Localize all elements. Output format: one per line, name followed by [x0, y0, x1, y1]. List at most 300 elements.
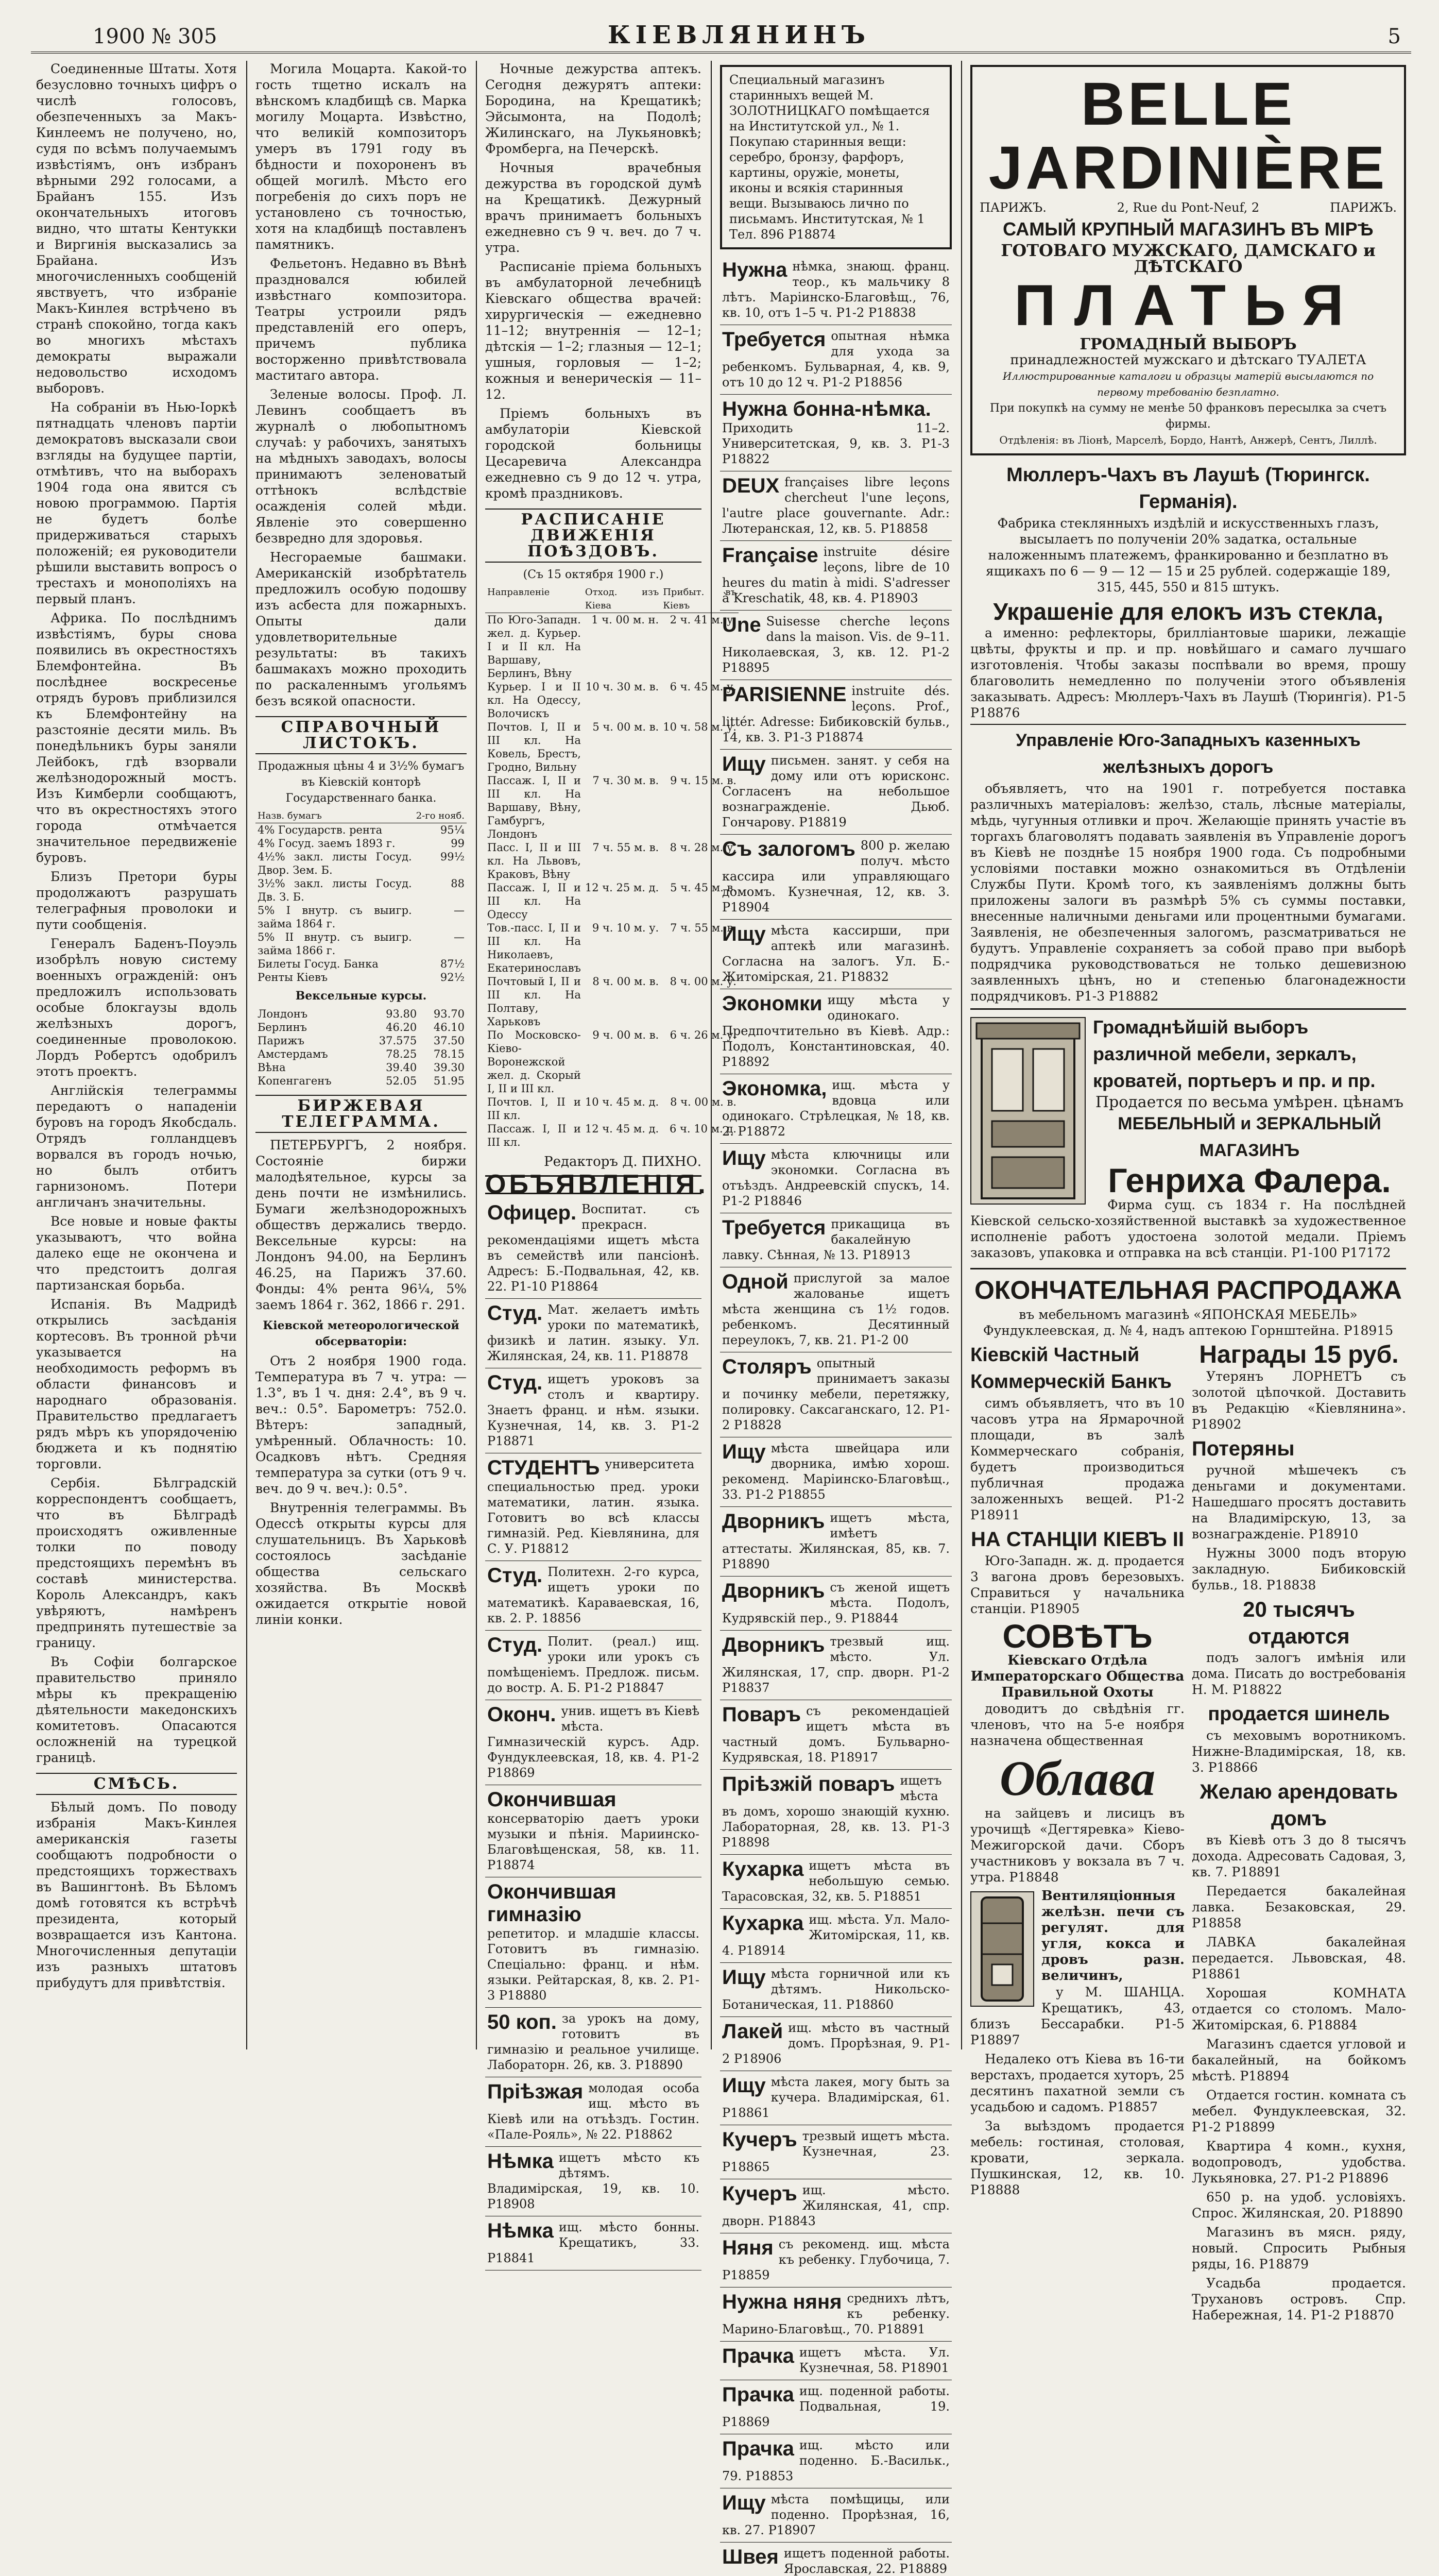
ad-text: françaises libre leçons chercheut l'une leçons, l'autre place gouvernante. Adr.: Лютеранская, 12, кв. 5. P18858 — [722, 475, 950, 536]
classified-ad — [720, 1700, 952, 1770]
classified-ad — [720, 2233, 952, 2287]
classified-ad — [720, 325, 952, 395]
ad-text: мѣста ключницы или экономки. Согласна въ отъѣздъ. Андреевскій спускъ, 14. Р1-2 P18846 — [722, 1147, 950, 1208]
rent-house-text: въ Кіевѣ отъ 3 до 8 тысячъ дохода. Адресовать Садовая, 3, кв. 7. P18891 — [1192, 1833, 1406, 1879]
table-cell: Билеты Госуд. Банка — [258, 958, 379, 970]
table-cell: 95¼ — [440, 824, 465, 836]
table-cell: 92½ — [440, 971, 465, 984]
classified-ad — [720, 1963, 952, 2017]
city-paragraph: Расписаніе пріема больныхъ въ амбулаторной лечебницѣ Кіевскаго общества врачей: хирургическія — ежедневно 11–12; внутреннія — 12–1; дѣтскія — 1–2; глазныя — 12–1; ушныя, горловыя — 1–2; кожныя и венерическія — 11–12. — [485, 259, 701, 402]
schedule-row — [485, 921, 739, 975]
ad-keyword: Пріѣзжая — [487, 2080, 584, 2103]
cabinet-illustration-icon — [970, 1017, 1086, 1205]
table-cell: 46.10 — [433, 1021, 465, 1033]
schedule-row — [485, 1095, 739, 1122]
table-cell: Вѣна — [258, 1061, 286, 1074]
ad-keyword: СТУДЕНТЪ — [487, 1456, 600, 1479]
ad-text: Воспитат. съ прекрасн. рекомендаціями ищетъ мѣста въ семействѣ или пансіонѣ. Адресъ: Б.-Подвальная, 42, кв. 22. Р1-10 P18864 — [487, 1202, 699, 1294]
estate-text: Усадьба продается. Трухановъ островъ. Спр. Набережная, 14. Р1-2 P18870 — [1192, 2276, 1406, 2323]
column-display-ads — [965, 61, 1411, 2323]
column-rule — [711, 61, 712, 2049]
rates-header-name: Назв. бумагъ — [255, 809, 414, 823]
ad-text: университета специальностью пред. уроки математики, латин. языка. Готовитъ во всѣ классы гимназій. Ред. Кіевлянина, для С. У. P18812 — [487, 1457, 699, 1556]
bank-text: симъ объявляетъ, что въ 10 часовъ утра на Ярмарочной площади, въ залѣ Коммерческаго собранія, будетъ производиться публичная продажа заложенныхъ вещей. Р1-2 P18911 — [970, 1396, 1185, 1522]
ad-keyword: Дворникъ — [722, 1580, 825, 1602]
bj-line7: Отдѣленія: въ Ліонѣ, Марселѣ, Бордо, Нантѣ, Анжерѣ, Сентъ, Лиллѣ. — [999, 434, 1377, 446]
ad-keyword: Экономки — [722, 992, 823, 1015]
table-cell: 4% Государств. рента — [258, 824, 383, 836]
rates-header-date: 2-го нояб. — [414, 809, 467, 823]
classified-ad — [485, 2147, 701, 2216]
bj-address-row — [980, 200, 1397, 216]
city-paragraph: Ночныя врачебныя дежурства въ городской думѣ на Крещатикѣ. Дежурный врачъ принимаетъ больныхъ ежедневно съ 9 ч. веч. до 7 ч. утра. — [485, 160, 701, 255]
ad-keyword: Поваръ — [722, 1703, 801, 1726]
table-cell: Тов.-пасс. I, II и III кл. На Николаевъ, Екатеринославъ — [487, 922, 581, 974]
classified-ad — [720, 750, 952, 835]
bj-city-right: ПАРИЖЪ. — [1330, 200, 1397, 215]
table-cell: 9 ч. 10 м. у. — [592, 922, 659, 934]
table-cell: 4% Госуд. заемъ 1893 г. — [258, 837, 396, 850]
ad-text: ищ. мѣсто. Жилянская, 41, спр. дворн. P18843 — [722, 2183, 950, 2228]
railway-text: объявляетъ, что на 1901 г. потребуется поставка различныхъ матеріаловъ: желѣзо, сталь, лѣсные матеріалы, мѣдь, чугунныя отливки и проч. Желающіе принять участіе въ торгахъ благоволятъ подавать заявленія въ Управленіе дорогъ въ Кіевѣ не позднѣе 15 ноября 1900 года. Съ подробными условіями поставки можно ознакомиться въ Отдѣленіи Службы Пути. Кромѣ того, къ заявленіямъ должны быть приложены залоги въ размѣрѣ 5% съ суммы поставки, внесенные наличными деньгами или процентными бумагами. Заявленія, не обезпеченныя залогомъ, разсматриваться не будутъ. Управленіе сохраняетъ за собой право при выборѣ подрядчика руководствоваться не только дешевизною заявленныхъ цѣнъ, но и степенью благонадежности подрядчиковъ. Р1-3 P18882 — [970, 781, 1406, 1004]
bj-title: BELLE JARDINIÈRE — [988, 70, 1388, 202]
news-paragraph: Близъ Претори буры продолжаютъ разрушать телеграфныя проволоки и пути сообщенія. — [36, 869, 237, 932]
bj-line4: принадлежностей мужскаго и дѣтскаго ТУАЛЕТА — [1010, 352, 1366, 368]
table-cell: 5 ч. 45 м. в. — [670, 882, 736, 894]
column-news-foreign — [31, 61, 242, 2049]
classified-ad — [720, 1144, 952, 1213]
faler-big: Генриха Фалера. — [1108, 1161, 1391, 1199]
rates-row — [255, 957, 467, 971]
sale-text: въ мебельномъ магазинѣ «ЯПОНСКАЯ МЕБЕЛЬ» Фундуклеевская, д. № 4, надъ аптекою Горнштейна. P18915 — [983, 1307, 1394, 1338]
classified-ad — [720, 2342, 952, 2380]
faler-line2: Продается по весьма умѣрен. цѣнамъ — [1095, 1093, 1404, 1111]
ad-text: ищетъ мѣста. Ул. Кузнечная, 58. Р18901 — [799, 2345, 950, 2375]
rent-house-title: Желаю арендовать домъ — [1200, 1781, 1398, 1830]
stove-ad — [970, 1888, 1185, 2048]
table-cell: Пассаж. I, II и III кл. — [487, 1123, 581, 1148]
news-paragraph: Генералъ Баденъ-Поуэль изобрѣлъ новую систему военныхъ огражденій: онъ предложилъ использовать особые блокгаузы вдоль желѣзныхъ дорогъ, соединенные проволокою. Лордъ Робертсъ одобрилъ этотъ проектъ. — [36, 936, 237, 1079]
news-paragraphs — [36, 61, 237, 1766]
table-cell: Почтовый I, II и III кл. На Полтаву, Харьковъ — [487, 975, 581, 1028]
reward-title: Награды 15 руб. — [1199, 1341, 1399, 1368]
ad-keyword: Кухарка — [722, 1858, 804, 1880]
schedule-row — [485, 1122, 739, 1149]
news-paragraph: На собраніи въ Нью-Іоркѣ пятнадцать членовъ партіи демократовъ высказали свои взгляды на будущее партіи, отмѣтивъ, что на выборахъ 1904 года она явится съ новою программою. Партія не будетъ болѣе придерживаться старыхъ положеній; ея руководители рѣшили выставить вопросъ о трестахъ и монополіяхъ на первый планъ. — [36, 400, 237, 606]
ad-keyword: Нѣмка — [487, 2150, 554, 2173]
classified-ads — [720, 256, 952, 2576]
bj-address: 2, Rue du Pont-Neuf, 2 — [1117, 200, 1260, 215]
reward-text: Утерянъ ЛОРНЕТЪ съ золотой цѣпочкой. Доставить въ Редакцію «Кіевлянина». P18902 — [1192, 1369, 1406, 1432]
column-rule — [476, 61, 477, 2049]
ad-keyword: Прачка — [722, 2345, 794, 2367]
table-cell: Парижъ — [258, 1035, 304, 1047]
ad-text: опытная нѣмка для ухода за ребенкомъ. Бульварная, 4, кв. 9, отъ 10 до 12 ч. Р1-2 P18856 — [722, 329, 950, 389]
ad-keyword: Нужна — [722, 259, 787, 281]
table-cell: 7 ч. 55 м. в. — [592, 841, 659, 854]
classified-ad — [720, 2179, 952, 2233]
table-cell: 7 ч. 55 м. в. — [670, 922, 736, 934]
classified-ad — [720, 611, 952, 680]
ad-keyword: Студ. — [487, 1564, 543, 1587]
classified-ad — [485, 1198, 701, 1299]
sovet-text: доводитъ до свѣдѣнія гг. членовъ, что на 5-е ноября назначена общественная — [970, 1701, 1185, 1748]
kiev2-title: НА СТАНЦІИ КІЕВЪ II — [971, 1528, 1184, 1551]
exchange-row — [255, 1021, 467, 1034]
smes-heading: СМѢСЬ. — [36, 1773, 237, 1795]
exchange-table — [255, 1007, 467, 1088]
editor-signature: Редакторъ Д. ПИХНО. — [544, 1154, 701, 1170]
classified-ad — [720, 1352, 952, 1437]
muller-text: Фабрика стеклянныхъ издѣлій и искусственныхъ глазъ, высылаетъ по полученіи 20% задатка, остальные наложеннымъ платежемъ, франкированно и безплатно въ ящикахъ по 6 — 9 — 12 — 15 и 25 рублей. содержащіе 189, 315, 445, 550 и 815 штукъ. — [985, 516, 1391, 595]
ad-text: ищетъ уроковъ за столъ и квартиру. Знаетъ франц. и нѣм. языки. Кузнечная, 14, кв. 3. Р1-2 P18871 — [487, 1372, 699, 1448]
ad-text: ищ. поденной работы. Подвальная, 19. P18869 — [722, 2384, 950, 2429]
table-cell: Лондонъ — [258, 1008, 308, 1020]
bj-line6: При покупкѣ на сумму не менѣе 50 франковъ пересылка за счетъ фирмы. — [989, 402, 1387, 431]
column-schedule — [480, 61, 736, 2265]
classified-ad — [720, 1631, 952, 1700]
column-classifieds — [715, 61, 957, 2576]
ad-keyword: Ищу — [722, 1966, 766, 1989]
rates-row — [255, 930, 467, 957]
table-cell: 88 — [451, 877, 465, 890]
newspaper-title: КІЕВЛЯНИНЪ — [608, 21, 871, 49]
ad-keyword: Оконч. — [487, 1703, 556, 1726]
city-paragraphs — [485, 61, 701, 501]
thousands-text: подъ залогъ имѣнія или дома. Писать до востребованія Н. М. P18822 — [1192, 1650, 1406, 1697]
ad-text: нѣмка, знающ. франц. теор., къ мальчику 8 лѣтъ. Маріинско-Благовѣщ., 76, кв. 10, отъ 1–5 ч. Р1-2 P18838 — [722, 259, 950, 320]
exchange-row — [255, 1074, 467, 1088]
table-cell: 3½% закл. листы Госуд. Дв. З. Б. — [258, 877, 412, 903]
ad-text: Политехн. 2-го курса, ищетъ уроки по математикѣ. Караваевская, 16, кв. 2. Р. 18856 — [487, 1565, 699, 1625]
ad-keyword: Française — [722, 544, 818, 567]
classified-ad — [720, 2287, 952, 2342]
ad-text: трезвый ищетъ мѣста. Кузнечная, 23. P18865 — [722, 2129, 950, 2174]
classified-ad — [720, 2380, 952, 2434]
smes-text: Бѣлый домъ. По поводу избранія Макъ-Кинлея американскія газеты сообщаютъ подробности о предстоящихъ торжествахъ въ Вашингтонѣ. Въ Бѣломъ домѣ готовятся къ встрѣчѣ президента, который возвращается изъ Кантона. Многочисленныя депутаціи изъ разныхъ штатовъ прибудутъ для привѣтствія. — [36, 1800, 237, 1990]
ad-keyword: PARISIENNE — [722, 683, 847, 706]
news-paragraph: Англійскія телеграммы передаютъ о нападеніи буровъ на городъ Якобсдаль. Отрядъ голландцевъ ворвался въ городъ ночью, но былъ отбитъ гарнизономъ. Потери англичанъ значительны. — [36, 1083, 237, 1210]
classified-ad — [485, 1785, 701, 1877]
oblava-text: на зайцевъ и лисицъ въ урочищѣ «Дегтяревка» Кіево-Межигорской дачи. Сборъ участниковъ у вокзала въ 7 ч. утра. Р18848 — [970, 1806, 1185, 1885]
table-cell: 78.15 — [433, 1048, 465, 1060]
table-cell: 37.575 — [379, 1035, 417, 1047]
misc-paragraph: Зеленые волосы. Проф. Л. Левинъ сообщаетъ въ журналѣ о любопытномъ случаѣ: у рабочихъ, занятыхъ на мѣдныхъ заводахъ, волосы принимаютъ зеленоватый оттѣнокъ вслѣдствіе осажденія солей мѣди. Явленіе это совершенно безвредно для здоровья. — [255, 387, 467, 546]
ad-text: мѣста швейцара или дворника, имѣю хорош. рекоменд. Маріинско-Благовѣщ., 33. Р1-2 P18855 — [722, 1441, 950, 1502]
classified-ad — [485, 1631, 701, 1700]
bj-line5: Иллюстрированные каталоги и образцы матерій высылаются по первому требованію безплатно. — [1002, 370, 1374, 398]
exchange-row — [255, 1034, 467, 1047]
ad-keyword: Лакей — [722, 2020, 783, 2043]
transfer-text: Передается бакалейная лавка. Безаковская, 29. P18858 — [1192, 1884, 1406, 1930]
oblava-title: Облава — [999, 1751, 1156, 1806]
ad-text: ищетъ мѣста, имѣетъ аттестаты. Жилянская, 85, кв. 7. P18890 — [722, 1511, 950, 1571]
bank-title: Кіевскій Частный Коммерческій Банкъ — [970, 1344, 1172, 1393]
schedule-header-departure: Отход. изъ Кіева — [583, 586, 661, 613]
table-cell: 10 ч. 45 м. д. — [585, 1096, 659, 1108]
ad-text: Приходить 11–2. Университетская, 9, кв. 3. Р1-3 P18822 — [722, 421, 950, 466]
classified-ad — [485, 1700, 701, 1785]
bj-line1: САМЫЙ КРУПНЫЙ МАГАЗИНЪ ВЪ МІРѢ — [1003, 218, 1374, 240]
rates-row — [255, 850, 467, 877]
classified-ad — [485, 1368, 701, 1453]
coat-text: съ меховымъ воротникомъ. Нижне-Владимірская, 18, кв. 3. P18866 — [1192, 1728, 1406, 1775]
issue-date: 1900 № 305 — [93, 25, 217, 48]
ad-text: ищетъ мѣста въ домъ, хорошо знающій кухню. Лабораторная, 28, кв. 13. Р1-3 P18898 — [722, 1773, 950, 1850]
ad-text: Полит. (реал.) ищ. уроки или урокъ съ помѣщеніемъ. Предлож. письм. до востр. А. Б. Р1-2 P18847 — [487, 1634, 699, 1695]
muller-text2: а именно: рефлекторы, бриллiантовые шарики, лежащіе цвѣты, фрукты и пр. и пр. новѣйшаго и самаго лучшаго изготовленія. Чтобы заказы поспѣвали во время, прошу благоволить немедленно по полученіи этого объявленія заказывать. Адресъ: Мюллеръ-Чахъ въ Лаушѣ (Тюрингія). Р1-5 P18876 — [970, 625, 1406, 720]
table-cell: Пассаж. I, II и III кл. На Варшаву, Вѣну, Гамбургъ, Лондонъ — [487, 774, 581, 840]
table-cell: 39.40 — [386, 1061, 417, 1074]
classified-ad — [485, 1299, 701, 1368]
schedule-subtitle: (Съ 15 октября 1900 г.) — [523, 568, 664, 581]
table-cell: 8 ч. 00 м. в. — [670, 1096, 736, 1108]
ad-text: съ рекоменд. ищ. мѣста къ ребенку. Глубочица, 7. P18859 — [722, 2237, 950, 2282]
ad-text: ищ. мѣсто въ частный домъ. Прорѣзная, 9. Р1-2 P18906 — [722, 2021, 950, 2066]
stove-title: Вентиляціонныя желѣзн. печи съ регулят. для угля, кокса и дровъ разн. величинъ, — [1041, 1888, 1185, 1984]
classified-ad — [720, 2125, 952, 2179]
table-cell: 99 — [451, 837, 465, 850]
classified-ad — [720, 1507, 952, 1577]
ad-keyword: Требуется — [722, 328, 826, 351]
classified-ad — [720, 680, 952, 750]
ad-keyword: Ищу — [722, 923, 766, 945]
ad-text: прислугой за малое жалованье ищетъ мѣста женщина съ 1½ годов. ребенкомъ. Десятинный переулокъ, 7, кв. 21. Р1-2 00 — [722, 1271, 950, 1347]
ad-text: прикащица въ бакалейную лавку. Сѣнная, № 13. P18913 — [722, 1217, 950, 1262]
table-cell: 12 ч. 45 м. д. — [585, 1123, 659, 1135]
ad-keyword: Студ. — [487, 1634, 543, 1656]
classified-ad — [720, 1213, 952, 1267]
table-cell: 46.20 — [386, 1021, 417, 1033]
ads-heading: ОБЪЯВЛЕНІЯ. — [485, 1170, 709, 1199]
schedule-row — [485, 613, 739, 681]
ad-keyword: Офицер. — [487, 1201, 577, 1224]
classified-ad — [720, 1770, 952, 1855]
classified-ad — [720, 2017, 952, 2071]
classified-ad — [720, 2488, 952, 2543]
classified-ad — [720, 1437, 952, 1507]
table-cell: 9 ч. 15 м. в. — [670, 774, 736, 787]
near-kiev-text: Недалеко отъ Кіева въ 16-ти верстахъ, продается хуторъ, 25 десятинъ пахатной земли съ усадьбою и садомъ. P18857 — [970, 2052, 1185, 2114]
table-cell: Копенгагенъ — [258, 1075, 332, 1087]
lost-text: ручной мѣшечекъ съ деньгами и документами. Нашедшаго просятъ доставить на Владимірскую, 13, за вознагражденіе. P18910 — [1192, 1463, 1406, 1541]
ad-keyword: Ищу — [722, 2074, 766, 2097]
ad-text: съ рекомендаціей ищетъ мѣста въ частный домъ. Бульварно-Кудрявская, 18. P18917 — [722, 1704, 950, 1765]
ad-keyword: Студ. — [487, 1371, 543, 1394]
schedule-row — [485, 720, 739, 774]
table-cell: — — [454, 904, 465, 917]
meteo-heading: Кіевской метеорологической обсерваторіи: — [263, 1319, 459, 1348]
thousands-title: 20 тысячъ отдаются — [1243, 1597, 1355, 1648]
coat-title: продается шинель — [1208, 1703, 1390, 1725]
city-paragraph: Пріемъ больныхъ въ амбулаторіи Кіевской городской больницы Цесаревича Александра ежедневно съ 9 до 12 ч. утра, кромѣ праздниковъ. — [485, 406, 701, 501]
faler-text: Фирма сущ. съ 1834 г. На послѣдней Кіевской сельско-хозяйственной выставкѣ за художественное исполненіе работъ удостоена золотой медали. Пріемъ заказовъ, упаковка и отправка на всѣ станціи. Р1-100 P17172 — [970, 1197, 1406, 1260]
schedule-row — [485, 841, 739, 881]
classified-ad — [720, 920, 952, 989]
classified-ad — [720, 1577, 952, 1631]
table-cell: 5 ч. 00 м. в. — [592, 721, 659, 733]
ad-keyword: Ищу — [722, 1147, 766, 1170]
column-rule — [961, 61, 962, 2049]
kiev2-text: Юго-Западн. ж. д. продается 3 вагона дровъ березовыхъ. Справиться у начальника станціи. P18905 — [970, 1553, 1185, 1616]
table-cell: По Московско-Кіево-Воронежской жел. д. Скорый I, II и III кл. — [487, 1029, 581, 1095]
ad-keyword: Требуется — [722, 1216, 826, 1239]
table-cell: 9 ч. 00 м. в. — [592, 1029, 659, 1041]
ad-text: instruite dés. leçons. Prof., littér. Adresse: Бибиковскій бульв., 14, кв. 3. Р1-3 P18874 — [722, 684, 950, 744]
classified-ad — [485, 1877, 701, 2008]
table-cell: 5% I внутр. съ выигр. займа 1864 г. — [258, 904, 412, 930]
meteo-text: Отъ 2 ноября 1900 года. Температура въ 7 ч. утра: —1.3°, въ 1 ч. дня: 2.4°, въ 9 ч. веч.: 0.5°. Барометръ: 752.0. Вѣтеръ: западный, умѣренный. Облачность: 10. Осадковъ нѣтъ. Средняя температура за сутки (отъ 9 ч. веч. до 9 ч. веч.): 0.5°. — [255, 1353, 467, 1496]
ad-keyword: Une — [722, 614, 761, 636]
ad-text: мѣста лакея, могу быть за кучера. Владимірская, 61. P18861 — [722, 2075, 950, 2120]
ad-text: 800 р. желаю получ. мѣсто кассира или управляющаго домомъ. Кузнечная, 12, кв. 3. P18904 — [722, 838, 950, 914]
table-cell: 7 ч. 30 м. в. — [592, 774, 659, 787]
ad-keyword: Кучеръ — [722, 2128, 797, 2151]
misc-paragraph: Могила Моцарта. Какой-то гость тщетно искалъ на вѣнскомъ кладбищѣ св. Марка могилу Моцарта. Извѣстно, что великій композиторъ умеръ въ 1791 году въ бѣдности и похороненъ въ общей могилѣ. Мѣсто его погребенія до сихъ поръ не установлено съ точностью, хотя на кладбищѣ поставленъ памятникъ. — [255, 61, 467, 252]
ad-text: ищ. мѣсто бонны. Крещатикъ, 33. P18841 — [487, 2220, 699, 2265]
classified-ad — [485, 1561, 701, 1631]
column-misc — [250, 61, 472, 2049]
ad-keyword: Ищу — [722, 753, 766, 775]
classified-ad — [720, 989, 952, 1074]
ad-keyword: Ищу — [722, 2492, 766, 2514]
classified-ad — [720, 541, 952, 611]
ad-keyword: Няня — [722, 2236, 774, 2259]
schedule-row — [485, 975, 739, 1028]
table-cell: 37.50 — [433, 1035, 465, 1047]
ad-keyword: Пріѣзжій поваръ — [722, 1773, 895, 1795]
let-text: Отдается гостин. комната съ мебел. Фундуклеевская, 32. Р1-2 P18899 — [1192, 2088, 1406, 2134]
faler-line1: Громаднѣйшій выборъ различной мебели, зеркалъ, кроватей, портьеръ и пр. и пр. — [1093, 1016, 1376, 1091]
exchange-row — [255, 1047, 467, 1061]
ad-keyword: Нѣмка — [487, 2219, 554, 2242]
ad-text: ищетъ мѣсто къ дѣтямъ. Владимірская, 19, кв. 10. P18908 — [487, 2150, 699, 2211]
exchange-row — [255, 1061, 467, 1074]
news-paragraph: Испанія. Въ Мадридѣ открылись засѣданія кортесовъ. Въ тронной рѣчи указывается на необходимость реформъ въ области финансовъ и народнаго образованія. Правительство предлагаетъ рядъ мѣръ къ упорядоченію бюджета и къ поднятію торговли. — [36, 1297, 237, 1471]
bj-line2: ГОТОВАГО МУЖСКАГО, ДАМСКАГО и ДѢТСКАГО — [1001, 241, 1376, 276]
ad-keyword: Окончившая гимназію — [487, 1880, 616, 1926]
classified-ad — [720, 1855, 952, 1909]
ad-text: ищетъ поденной работы. Ярославская, 22. P18889 — [783, 2546, 950, 2576]
ad-keyword: 50 коп. — [487, 2011, 557, 2033]
room-text: Хорошая КОМНАТА отдается со столомъ. Мало-Житомірская, 6. P18884 — [1192, 1986, 1406, 2032]
faler-line3: МЕБЕЛЬНЫЙ и ЗЕРКАЛЬНЫЙ МАГАЗИНЪ — [1118, 1114, 1381, 1160]
ad-text: опытный принимаетъ заказы и починку мебели, перетяжку, полировку. Саксаганскаго, 12. Р1-2 P18828 — [722, 1356, 950, 1432]
classified-ad — [720, 2071, 952, 2125]
schedule-heading: РАСПИСАНІЕ ДВИЖЕНІЯ ПОѢЗДОВЪ. — [485, 509, 701, 563]
rates-row — [255, 877, 467, 904]
ad-text: ищ. мѣсто или поденно. Б.-Васильк., 79. P18853 — [722, 2438, 950, 2483]
ad-text: мѣста помѣщицы, или поденно. Прорѣзная, 16, кв. 27. P18907 — [722, 2492, 950, 2537]
classified-ad — [720, 1267, 952, 1352]
table-cell: 10 ч. 58 м. у. — [663, 721, 736, 733]
stove-text: у М. ШАНЦА. Крещатикъ, 43, близъ Бессарабки. Р1-5 P18897 — [970, 1985, 1185, 2047]
table-cell: Почтов. I, II и III кл. — [487, 1096, 581, 1122]
table-cell: 8 ч. 00 м. в. — [592, 975, 659, 988]
ad-keyword: Столяръ — [722, 1355, 812, 1378]
birzh-heading: БИРЖЕВАЯ ТЕЛЕГРАММА. — [255, 1095, 467, 1133]
table-cell: 87½ — [440, 958, 465, 970]
table-cell: 93.80 — [386, 1008, 417, 1020]
flat-text: Квартира 4 комн., кухня, водопроводъ, удобства. Лукьяновка, 27. Р1-2 P18896 — [1192, 2139, 1406, 2185]
classified-ad — [720, 471, 952, 541]
misc-paragraphs — [255, 61, 467, 709]
ad-keyword: Швея — [722, 2546, 779, 2568]
classified-ad — [720, 1074, 952, 1144]
page-header — [31, 21, 1411, 54]
faler-ad — [970, 1008, 1406, 1269]
ad-text: Мат. желаетъ имѣть уроки по математикѣ, физикѣ и латин. языку. Ул. Жилянская, 24, кв. 11. P18878 — [487, 1302, 699, 1363]
ad-text: мѣста горничной или къ дѣтямъ. Никольско-Ботаническая, 11. P18860 — [722, 1967, 950, 2012]
ad-keyword: Кухарка — [722, 1912, 804, 1935]
table-cell: Пасс. I, II и III кл. На Львовъ, Краковъ, Вѣну — [487, 841, 581, 880]
ad-keyword: Прачка — [722, 2383, 794, 2406]
table-cell: 10 ч. 30 м. в. — [586, 681, 659, 693]
ad-text: ищу мѣста у одинокаго. Предпочтительно въ Кіевѣ. Адр.: Подолъ, Константиновская, 40. P18892 — [722, 993, 950, 1069]
ad-text: репетитор. и младшіе классы. Готовитъ въ гимназію. Спеціально: франц. и нѣм. языки. Рейтарская, 8, кв. 2. Р1-3 P18880 — [487, 1926, 699, 2003]
exchange-heading: Вексельные курсы. — [295, 989, 427, 1003]
table-cell: 93.70 — [433, 1008, 465, 1020]
ad-keyword: Кучеръ — [722, 2182, 797, 2205]
rates-table — [255, 809, 467, 984]
table-cell: 2 ч. 41 м. у. — [670, 614, 736, 626]
ad-text: ищетъ мѣста въ небольшую семью. Тарасовская, 32, кв. 5. P18851 — [722, 1858, 950, 1904]
ad-keyword: Студ. — [487, 1302, 543, 1325]
table-cell: 12 ч. 25 м. д. — [585, 882, 659, 894]
table-cell: 99½ — [440, 851, 465, 863]
lower-ads-left — [970, 1342, 1185, 2326]
column-rule — [246, 61, 247, 2049]
muller-title: Мюллеръ-Чахъ въ Лаушѣ (Тюрингск. Германія). — [1006, 464, 1370, 513]
table-cell: 52.05 — [386, 1075, 417, 1087]
rates-row — [255, 971, 467, 984]
reference-subtitle: Продажныя цѣны 4 и 3½% бумагъ въ Кіевскій конторѣ Государственнаго банка. — [258, 760, 465, 805]
ad-text: мѣста кассирши, при аптекѣ или магазинѣ. Согласна на залогъ. Ул. Б.-Житомірская, 21. P18832 — [722, 923, 950, 984]
misc-paragraph: Несгораемые башмаки. Американскій изобрѣтатель предложилъ особую подошву изъ асбеста для пожарныхъ. Опыты дали удовлетворительные результаты: въ такихъ башмакахъ можно проходить по раскаленнымъ угольямъ безъ всякой опасности. — [255, 550, 467, 708]
table-cell: 78.25 — [386, 1048, 417, 1060]
sale-title: ОКОНЧАТЕЛЬНАЯ РАСПРОДАЖА — [974, 1276, 1402, 1304]
ad-keyword: Съ залогомъ — [722, 838, 855, 860]
news-paragraph: Сербія. Бѣлградскій корреспондентъ сообщаетъ, что въ Бѣлградѣ происходятъ оживленные толки по поводу предстоящихъ перемѣнъ въ составѣ министерства. Король Александръ, какъ увѣряютъ, намѣренъ предпринять путешествіе за границу. — [36, 1476, 237, 1650]
schedule-row — [485, 881, 739, 921]
table-cell: 8 ч. 00 м. у. — [670, 975, 736, 988]
train-schedule-table — [485, 586, 739, 1149]
rates-row — [255, 837, 467, 850]
rates-row — [255, 904, 467, 930]
rates-row — [255, 823, 467, 837]
store-text: Магазинъ сдается угловой и бакалейный, на бойкомъ мѣстѣ. P18894 — [1192, 2037, 1406, 2083]
leaving-sale-text: За выѣздомъ продается мебель: гостиная, столовая, кровати, зеркала. Пушкинская, 12, кв. 10. P18888 — [970, 2119, 1185, 2197]
table-cell: 51.95 — [433, 1075, 465, 1087]
classified-ad — [720, 256, 952, 325]
table-cell: 6 ч. 45 м. у. — [670, 681, 736, 693]
ad-text: письмен. занят. у себя на дому или отъ юрисконс. Согласенъ на небольшое вознагражденіе. Дьюб. Гончарову. P18819 — [722, 753, 950, 829]
table-cell: 8 ч. 28 м. у. — [670, 841, 736, 854]
table-cell: 6 ч. 26 м. у. — [670, 1029, 736, 1041]
table-cell: 6 ч. 10 м. д. — [670, 1123, 736, 1135]
ad-keyword: Одной — [722, 1270, 789, 1293]
schedule-row — [485, 774, 739, 841]
lower-ads-right — [1192, 1342, 1406, 2326]
classified-ad — [485, 2008, 701, 2077]
bj-city-left: ПАРИЖЪ. — [980, 200, 1047, 215]
table-cell: Амстердамъ — [258, 1048, 328, 1060]
ad-text: ищ. мѣста. Ул. Мало-Житомірская, 11, кв. 4. P18914 — [722, 1912, 950, 1958]
ad-keyword: Нужна няня — [722, 2291, 842, 2313]
need-3000-text: Нужны 3000 подъ вторую закладную. Бибиковскій бульв., 18. P18838 — [1192, 1546, 1406, 1592]
table-cell: По Юго-Западн. жел. д. Курьер. I и II кл. На Варшаву, Берлинъ, Вѣну — [487, 614, 581, 680]
sovet-title: СОВѢТЪ — [1002, 1618, 1153, 1655]
